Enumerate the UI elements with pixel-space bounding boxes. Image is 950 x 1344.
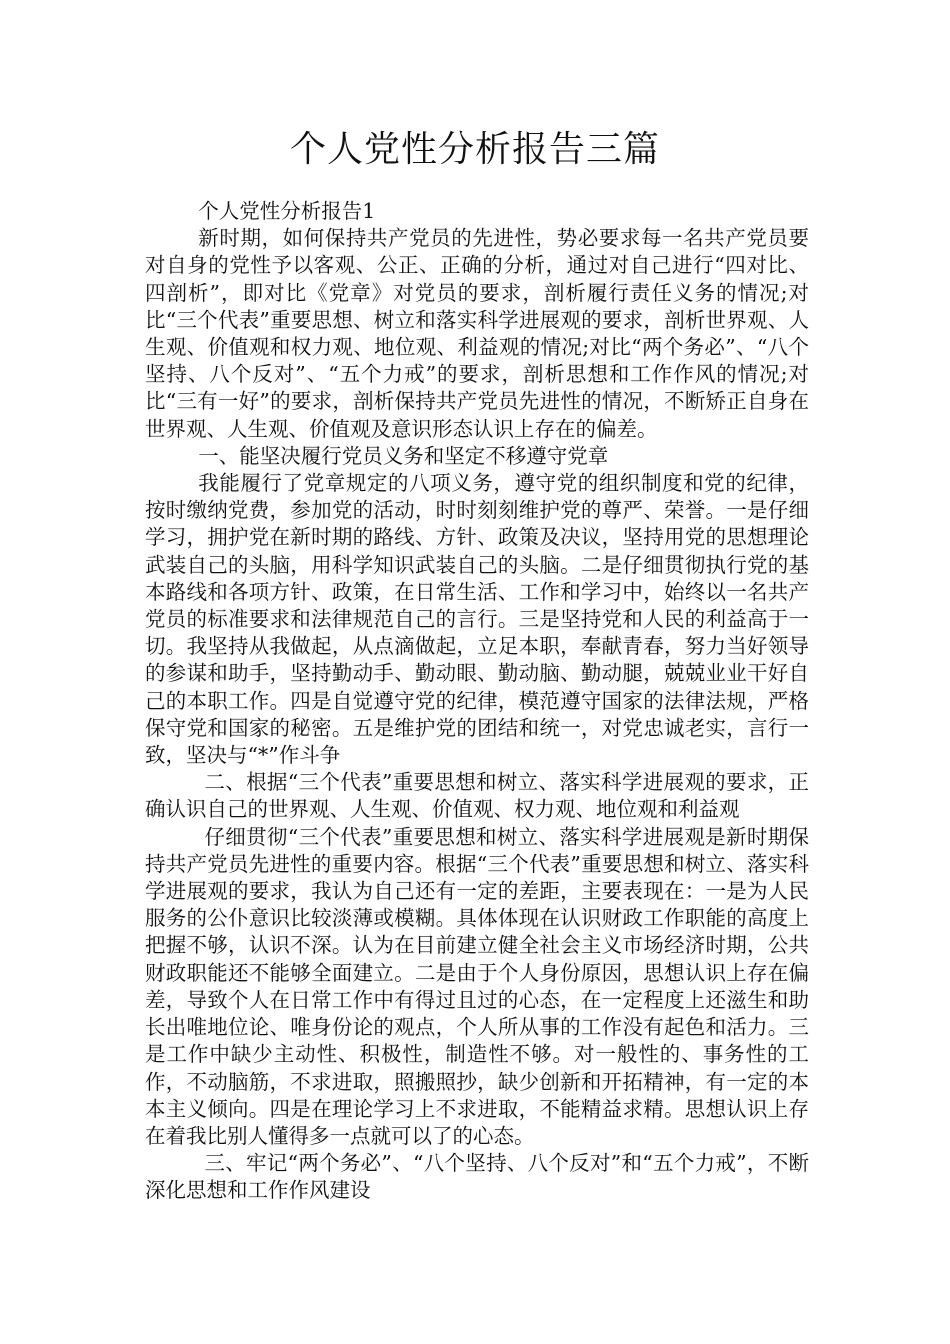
section-heading-1: 一、能坚决履行党员义务和坚定不移遵守党章 (198, 443, 609, 468)
paragraph-intro: 新时期，如何保持共产党员的先进性，势必要求每一名共产党员要对自身的党性予以客观、公正、正确的分析，通过对自己进行“四对比、四剖析”，即对比《党章》对党员的要求，剖析履行责任义务的情况;对比“三个代表”重要思想、树立和落实科学进展观的要求，剖析世界观、人生观、价值观和权力观、地位观、利益观的情况;对比“两个务必”、“八个坚持、八个反对”、“五个力戒”的要求，剖析思想和工作作风的情况;对比“三有一好”的要求，剖析保持共产党员先进性的情况，不断矫正自身在世界观、人生观、价值观及意识形态认识上存在的偏差。 (145, 226, 809, 441)
section-heading-3: 三、牢记“两个务必”、“八个坚持、八个反对”和“五个力戒”，不断深化思想和工作作风建设 (145, 1151, 809, 1203)
section-heading-2: 二、根据“三个代表”重要思想和树立、落实科学进展观的要求，正确认识自己的世界观、人生观、价值观、权力观、地位观和利益观 (145, 770, 809, 822)
document-body (145, 198, 809, 1205)
paragraph-section-1: 我能履行了党章规定的八项义务，遵守党的组织制度和党的纪律，按时缴纳党费，参加党的活动，时时刻刻维护党的尊严、荣誉。一是仔细学习，拥护党在新时期的路线、方针、政策及决议，坚持用党的思想理论武装自己的头脑，用科学知识武装自己的头脑。二是仔细贯彻执行党的基本路线和各项方针、政策，在日常生活、工作和学习中，始终以一名共产党员的标准要求和法律规范自己的言行。三是坚持党和人民的利益高于一切。我坚持从我做起，从点滴做起，立足本职，奉献青春，努力当好领导的参谋和助手，坚持勤动手、勤动眼、勤动脑、勤动腿，兢兢业业干好自己的本职工作。四是自觉遵守党的纪律，模范遵守国家的法律法规，严格保守党和国家的秘密。五是维护党的团结和统一，对党忠诚老实，言行一致，坚决与“*”作斗争 (145, 471, 809, 768)
paragraph-section-2: 仔细贯彻“三个代表”重要思想和树立、落实科学进展观是新时期保持共产党员先进性的重要内容。根据“三个代表”重要思想和树立、落实科学进展观的要求，我认为自己还有一定的差距，主要表现在：一是为人民服务的公仆意识比较淡薄或模糊。具体体现在认识财政工作职能的高度上把握不够，认识不深。认为在目前建立健全社会主义市场经济时期，公共财政职能还不能够全面建立。二是由于个人身份原因，思想认识上存在偏差，导致个人在日常工作中有得过且过的心态，在一定程度上还滋生和助长出唯地位论、唯身份论的观点，个人所从事的工作没有起色和活力。三是工作中缺少主动性、积极性，制造性不够。对一般性的、事务性的工作，不动脑筋，不求进取，照搬照抄，缺少创新和开拓精神，有一定的本本主义倾向。四是在理论学习上不求进取，不能精益求精。思想认识上存在着我比别人懂得多一点就可以了的心态。 (145, 824, 809, 1148)
document-title: 个人党性分析报告三篇 (289, 129, 660, 170)
report-heading: 个人党性分析报告1 (198, 199, 376, 223)
